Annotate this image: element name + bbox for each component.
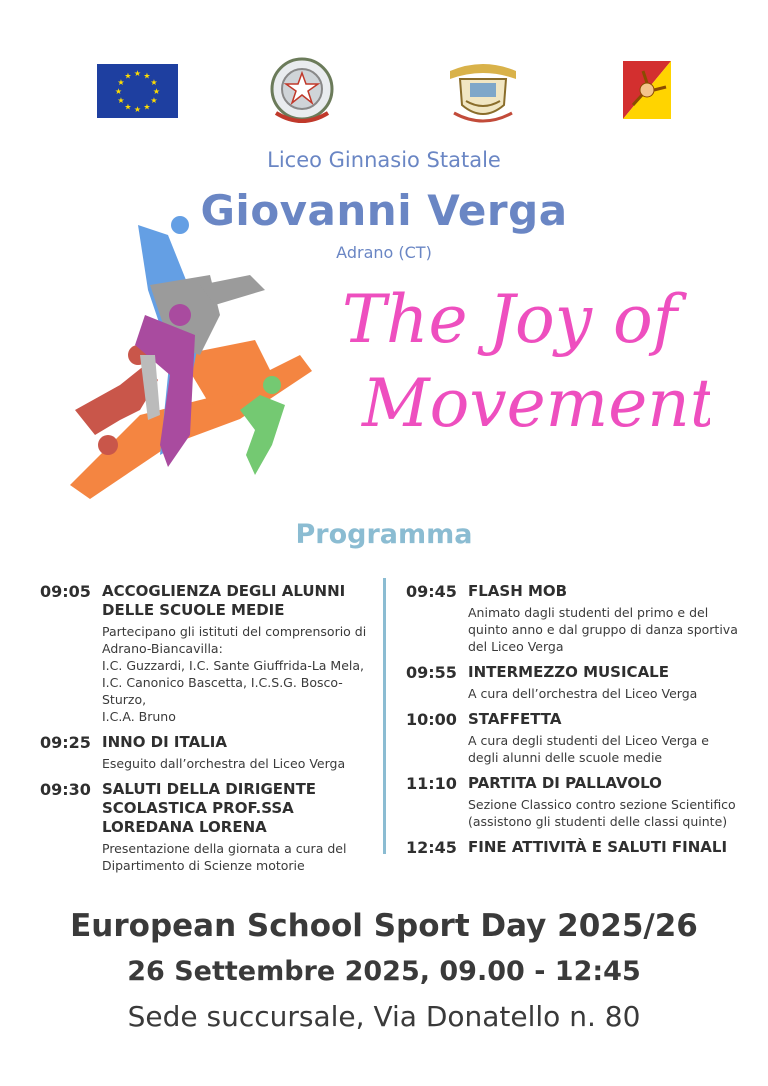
svg-text:★: ★	[117, 96, 125, 105]
program-description: Sezione Classico contro sezione Scientifico (assistono gli studenti delle classi quinte)	[468, 797, 736, 829]
program-title: PARTITA DI PALLAVOLO	[468, 774, 662, 792]
svg-text:★: ★	[117, 78, 125, 87]
program-left-column	[40, 582, 370, 882]
program-time: 10:00	[406, 710, 457, 729]
svg-text:★: ★	[133, 105, 142, 114]
column-divider	[383, 578, 386, 854]
athletes-illustration	[50, 205, 330, 505]
program-right-column	[406, 582, 742, 866]
sicily-flag-icon	[623, 61, 671, 119]
event-times: , 09.00 - 12:45	[419, 956, 641, 987]
svg-text:★: ★	[133, 69, 142, 78]
svg-text:★: ★	[124, 102, 132, 112]
program-time: 09:25	[40, 733, 91, 752]
program-description: Animato dagli studenti del primo e del quinto anno e dal gruppo di danza sportiva del Liceo Verga	[468, 605, 738, 654]
school-crest-icon	[444, 57, 522, 127]
school-city: Adrano (CT)	[336, 243, 432, 262]
program-title: INTERMEZZO MUSICALE	[468, 663, 669, 681]
event-title-line2: Movement	[362, 365, 710, 442]
program-title: SALUTI DELLA DIRIGENTE SCOLASTICA PROF.SSA LOREDANA LORENA	[102, 780, 317, 836]
event-venue: Sede succursale, Via Donatello n. 80	[127, 1000, 641, 1033]
program-time: 09:45	[406, 582, 457, 601]
eu-flag-icon	[97, 64, 178, 118]
event-title-line1: The Joy of	[342, 281, 678, 358]
program-description: Presentazione della giornata a cura del Dipartimento di Scienze motorie	[102, 841, 347, 873]
program-title: FINE ATTIVITÀ E SALUTI FINALI	[468, 838, 728, 856]
svg-text:★: ★	[150, 78, 158, 87]
svg-text:★: ★	[143, 71, 151, 81]
svg-text:★: ★	[150, 96, 158, 105]
event-date: 26 Settembre 2025	[127, 956, 420, 987]
program-description: A cura degli studenti del Liceo Verga e degli alunni delle scuole medie	[468, 733, 709, 765]
program-description: A cura dell’orchestra del Liceo Verga	[468, 686, 698, 701]
program-item	[40, 780, 370, 874]
italian-republic-emblem-icon	[268, 55, 336, 127]
program-time: 12:45	[406, 838, 457, 857]
svg-text:★: ★	[152, 87, 161, 96]
program-item	[406, 710, 742, 766]
program-description: Eseguito dall’orchestra del Liceo Verga	[102, 756, 346, 771]
school-name: Giovanni Verga	[200, 186, 568, 235]
program-title: INNO DI ITALIA	[102, 733, 227, 751]
svg-text:★: ★	[143, 102, 151, 112]
school-prefix: Liceo Ginnasio Statale	[267, 148, 501, 172]
program-time: 09:55	[406, 663, 457, 682]
program-description: Partecipano gli istituti del comprensorio di Adrano-Biancavilla: I.C. Guzzardi, I.C. Sante Giuffrida-La Mela, I.C. Canonico Bascetta, I.C.S.G. Bosco-Sturzo, I.C.A. Bruno	[102, 624, 367, 724]
event-title	[330, 270, 710, 460]
program-time: 11:10	[406, 774, 457, 793]
event-name: European School Sport Day 2025/26	[70, 908, 698, 944]
program-item	[406, 582, 742, 655]
program-title: FLASH MOB	[468, 582, 568, 600]
program-heading: Programma	[295, 519, 473, 550]
program-time: 09:05	[40, 582, 91, 601]
program-item	[406, 774, 742, 830]
program-title: ACCOGLIENZA DEGLI ALUNNI DELLE SCUOLE MEDIE	[102, 582, 346, 619]
program-item	[406, 663, 742, 702]
event-date-line	[0, 956, 768, 987]
program-item	[40, 582, 370, 725]
program-item	[40, 733, 370, 772]
svg-text:★: ★	[124, 71, 132, 81]
program-title: STAFFETTA	[468, 710, 562, 728]
program-item	[406, 838, 742, 858]
program-time: 09:30	[40, 780, 91, 799]
svg-text:★: ★	[114, 87, 123, 96]
